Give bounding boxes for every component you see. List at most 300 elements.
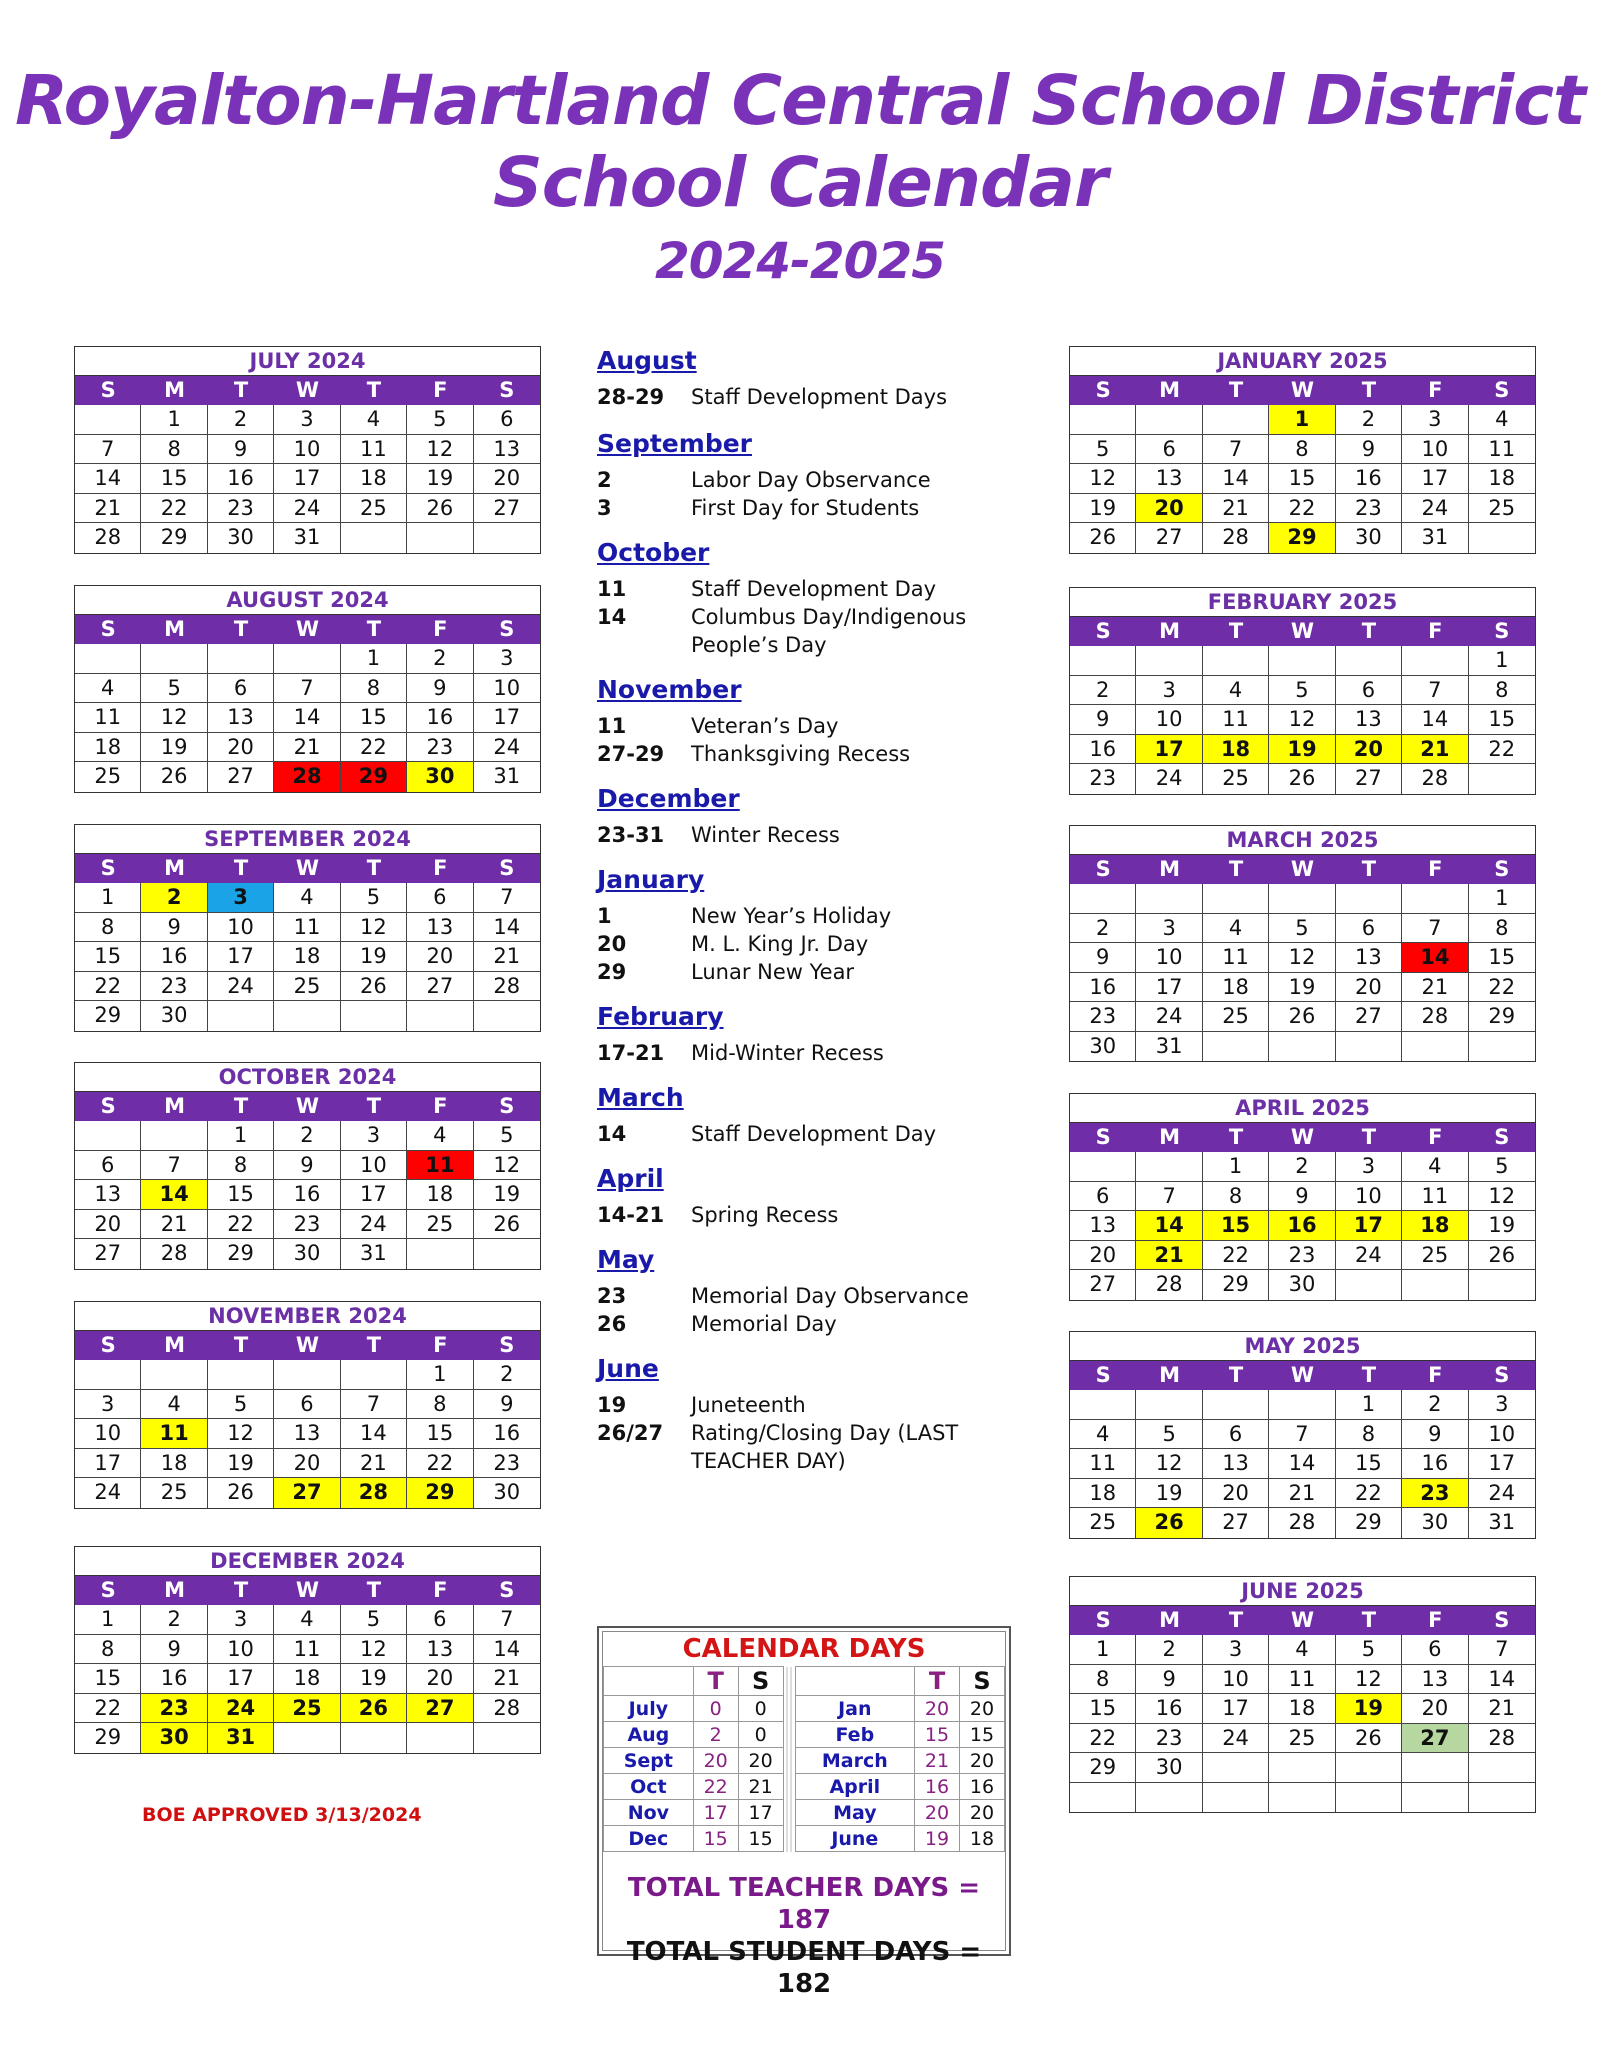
day-cell: 3 xyxy=(208,883,274,913)
day-cell: 29 xyxy=(341,762,407,792)
event-row xyxy=(597,1391,1017,1419)
day-cell: 7 xyxy=(341,1390,407,1420)
event-description: Spring Recess xyxy=(691,1203,839,1227)
day-cell: 15 xyxy=(1070,1694,1136,1724)
day-cell: 24 xyxy=(208,972,274,1002)
day-cell: 29 xyxy=(1203,1270,1269,1300)
empty-day-cell xyxy=(1070,1152,1136,1182)
day-cell: 19 xyxy=(474,1180,540,1210)
day-cell: 14 xyxy=(474,1635,540,1665)
day-cell: 4 xyxy=(341,405,407,435)
empty-day-cell xyxy=(1136,1152,1202,1182)
day-cell: 23 xyxy=(208,494,274,524)
empty-day-cell xyxy=(1136,1783,1202,1813)
event-date: 14 xyxy=(597,605,627,629)
day-cell: 21 xyxy=(1203,494,1269,524)
month-title: JUNE 2025 xyxy=(1070,1577,1535,1606)
day-cell: 1 xyxy=(1269,405,1335,435)
day-cell: 26 xyxy=(1469,1241,1535,1271)
calendar-days-row xyxy=(604,1800,1005,1826)
day-cell: 4 xyxy=(1203,914,1269,944)
day-cell: 5 xyxy=(141,674,207,704)
empty-day-cell xyxy=(1203,1390,1269,1420)
student-days: 15 xyxy=(738,1826,783,1852)
day-cell: 24 xyxy=(75,1478,141,1508)
day-cell: 21 xyxy=(474,942,540,972)
weekday-header: W xyxy=(274,1092,340,1121)
day-cell: 21 xyxy=(1136,1241,1202,1271)
weekday-header: T xyxy=(1203,376,1269,405)
student-days: 15 xyxy=(959,1722,1004,1748)
month-title: JANUARY 2025 xyxy=(1070,347,1535,376)
day-cell: 24 xyxy=(274,494,340,524)
weekday-header: M xyxy=(141,854,207,883)
calendar-days-row xyxy=(604,1748,1005,1774)
day-cell: 6 xyxy=(75,1151,141,1181)
event-date: 17-21 xyxy=(597,1041,665,1065)
event-date: 11 xyxy=(597,714,627,738)
day-cell: 1 xyxy=(208,1121,274,1151)
event-row xyxy=(597,1120,1017,1148)
day-cell: 8 xyxy=(1336,1420,1402,1450)
day-cell: 17 xyxy=(208,1664,274,1694)
month-grid xyxy=(75,854,540,1031)
calendar-days-title: CALENDAR DAYS xyxy=(682,1634,926,1664)
empty-day-cell xyxy=(1070,1390,1136,1420)
month-name: Feb xyxy=(795,1722,914,1748)
day-cell: 13 xyxy=(1203,1449,1269,1479)
empty-day-cell xyxy=(1269,1390,1335,1420)
day-cell: 31 xyxy=(1136,1032,1202,1062)
day-cell: 7 xyxy=(1402,914,1468,944)
empty-day-cell xyxy=(474,1239,540,1269)
day-cell: 8 xyxy=(75,913,141,943)
day-cell: 15 xyxy=(75,942,141,972)
day-cell: 15 xyxy=(1469,705,1535,735)
teacher-days: 20 xyxy=(915,1696,960,1722)
event-month-heading: November xyxy=(597,675,742,704)
day-cell: 22 xyxy=(208,1210,274,1240)
day-cell: 14 xyxy=(1402,943,1468,973)
weekday-header: T xyxy=(341,615,407,644)
day-cell: 5 xyxy=(1070,435,1136,465)
event-month-heading: June xyxy=(597,1354,659,1383)
day-cell: 3 xyxy=(1402,405,1468,435)
day-cell: 20 xyxy=(274,1449,340,1479)
day-cell: 27 xyxy=(1070,1270,1136,1300)
day-cell: 29 xyxy=(1269,523,1335,553)
event-description: New Year’s Holiday xyxy=(691,904,892,928)
weekday-header: M xyxy=(1136,1123,1202,1152)
student-days: 20 xyxy=(959,1800,1004,1826)
day-cell: 15 xyxy=(341,703,407,733)
empty-day-cell xyxy=(407,1001,473,1031)
day-cell: 30 xyxy=(1336,523,1402,553)
weekday-header: S xyxy=(474,1092,540,1121)
day-cell: 14 xyxy=(474,913,540,943)
day-cell: 23 xyxy=(141,972,207,1002)
day-cell: 11 xyxy=(1070,1449,1136,1479)
event-row xyxy=(597,494,1017,522)
day-cell: 6 xyxy=(474,405,540,435)
teacher-column-header: T xyxy=(915,1667,960,1696)
day-cell: 29 xyxy=(75,1723,141,1753)
teacher-days: 15 xyxy=(693,1826,738,1852)
event-row xyxy=(597,1282,1017,1310)
event-row xyxy=(597,1201,1017,1229)
document-header xyxy=(0,60,1600,294)
day-cell: 8 xyxy=(1203,1182,1269,1212)
day-cell: 29 xyxy=(208,1239,274,1269)
day-cell: 20 xyxy=(1336,973,1402,1003)
day-cell: 3 xyxy=(1203,1635,1269,1665)
calendar-days-table xyxy=(603,1666,1005,1852)
day-cell: 20 xyxy=(407,942,473,972)
weekday-header: S xyxy=(1070,617,1136,646)
day-cell: 6 xyxy=(1070,1182,1136,1212)
empty-day-cell xyxy=(341,1723,407,1753)
day-cell: 21 xyxy=(274,733,340,763)
weekday-header: M xyxy=(1136,1361,1202,1390)
day-cell: 7 xyxy=(1469,1635,1535,1665)
weekday-header: W xyxy=(274,854,340,883)
day-cell: 24 xyxy=(341,1210,407,1240)
day-cell: 13 xyxy=(1070,1211,1136,1241)
teacher-days: 17 xyxy=(693,1800,738,1826)
day-cell: 21 xyxy=(1269,1479,1335,1509)
weekday-header: F xyxy=(1402,376,1468,405)
day-cell: 31 xyxy=(208,1723,274,1753)
day-cell: 6 xyxy=(208,674,274,704)
day-cell: 8 xyxy=(208,1151,274,1181)
weekday-header: S xyxy=(75,854,141,883)
day-cell: 15 xyxy=(1269,464,1335,494)
day-cell: 10 xyxy=(1469,1420,1535,1450)
day-cell: 26 xyxy=(1269,1002,1335,1032)
event-date: 20 xyxy=(597,932,627,956)
weekday-header: M xyxy=(1136,376,1202,405)
day-cell: 22 xyxy=(1203,1241,1269,1271)
event-date: 27-29 xyxy=(597,742,665,766)
month-title: JULY 2024 xyxy=(75,347,540,376)
weekday-header: M xyxy=(141,376,207,405)
month-calendar xyxy=(1069,1331,1536,1539)
weekday-header: F xyxy=(1402,1606,1468,1635)
weekday-header: S xyxy=(75,1576,141,1605)
teacher-days: 19 xyxy=(915,1826,960,1852)
calendar-days-row xyxy=(604,1826,1005,1852)
day-cell: 7 xyxy=(1402,676,1468,706)
teacher-days: 20 xyxy=(693,1748,738,1774)
calendar-title: School Calendar xyxy=(493,143,1107,223)
day-cell: 20 xyxy=(1070,1241,1136,1271)
day-cell: 20 xyxy=(1136,494,1202,524)
day-cell: 10 xyxy=(75,1419,141,1449)
empty-day-cell xyxy=(1469,764,1535,794)
month-grid xyxy=(1070,1123,1535,1300)
event-description: Juneteenth xyxy=(691,1393,806,1417)
day-cell: 22 xyxy=(141,494,207,524)
day-cell: 8 xyxy=(1469,914,1535,944)
day-cell: 10 xyxy=(1336,1182,1402,1212)
day-cell: 2 xyxy=(1070,914,1136,944)
day-cell: 17 xyxy=(274,464,340,494)
day-cell: 26 xyxy=(208,1478,274,1508)
empty-day-cell xyxy=(1203,1032,1269,1062)
calendar-days-row xyxy=(604,1696,1005,1722)
empty-day-cell xyxy=(1269,646,1335,676)
month-calendar xyxy=(74,824,541,1032)
empty-day-cell xyxy=(75,1360,141,1390)
day-cell: 4 xyxy=(141,1390,207,1420)
day-cell: 28 xyxy=(141,1239,207,1269)
empty-day-cell xyxy=(341,1360,407,1390)
empty-day-cell xyxy=(1203,1753,1269,1783)
calendar-days-row xyxy=(604,1774,1005,1800)
month-calendar xyxy=(74,1301,541,1509)
event-date: 23 xyxy=(597,1284,627,1308)
day-cell: 3 xyxy=(1336,1152,1402,1182)
event-date: 26 xyxy=(597,1312,627,1336)
day-cell: 19 xyxy=(341,1664,407,1694)
day-cell: 26 xyxy=(1336,1724,1402,1754)
day-cell: 2 xyxy=(1070,676,1136,706)
day-cell: 22 xyxy=(1070,1724,1136,1754)
weekday-header: T xyxy=(341,376,407,405)
total-student-days: TOTAL STUDENT DAYS = 182 xyxy=(626,1937,982,1999)
weekday-header: F xyxy=(407,615,473,644)
day-cell: 18 xyxy=(1203,973,1269,1003)
day-cell: 22 xyxy=(1469,735,1535,765)
month-name: Dec xyxy=(604,1826,694,1852)
day-cell: 12 xyxy=(341,913,407,943)
empty-day-cell xyxy=(1469,523,1535,553)
day-cell: 30 xyxy=(141,1001,207,1031)
empty-day-cell xyxy=(1269,1753,1335,1783)
day-cell: 24 xyxy=(1136,1002,1202,1032)
header-blank xyxy=(795,1667,914,1696)
day-cell: 30 xyxy=(274,1239,340,1269)
day-cell: 30 xyxy=(1136,1753,1202,1783)
month-name: Jan xyxy=(795,1696,914,1722)
weekday-header: T xyxy=(341,1331,407,1360)
empty-day-cell xyxy=(1469,1753,1535,1783)
empty-day-cell xyxy=(407,1239,473,1269)
day-cell: 1 xyxy=(1203,1152,1269,1182)
day-cell: 17 xyxy=(75,1449,141,1479)
event-date: 2 xyxy=(597,468,612,492)
event-row xyxy=(597,958,1017,986)
day-cell: 2 xyxy=(1136,1635,1202,1665)
weekday-header: T xyxy=(1203,1123,1269,1152)
student-days: 16 xyxy=(959,1774,1004,1800)
student-days: 20 xyxy=(959,1748,1004,1774)
empty-day-cell xyxy=(1203,405,1269,435)
empty-day-cell xyxy=(1336,646,1402,676)
day-cell: 23 xyxy=(1070,1002,1136,1032)
empty-day-cell xyxy=(341,1001,407,1031)
day-cell: 11 xyxy=(75,703,141,733)
teacher-days: 20 xyxy=(915,1800,960,1826)
day-cell: 26 xyxy=(407,494,473,524)
empty-day-cell xyxy=(1070,646,1136,676)
day-cell: 25 xyxy=(341,494,407,524)
day-cell: 25 xyxy=(407,1210,473,1240)
day-cell: 12 xyxy=(407,435,473,465)
event-description: Mid-Winter Recess xyxy=(691,1041,884,1065)
empty-day-cell xyxy=(1136,1390,1202,1420)
day-cell: 27 xyxy=(208,762,274,792)
day-cell: 5 xyxy=(1136,1420,1202,1450)
day-cell: 2 xyxy=(141,883,207,913)
day-cell: 15 xyxy=(1203,1211,1269,1241)
day-cell: 28 xyxy=(1469,1724,1535,1754)
weekday-header: S xyxy=(474,854,540,883)
event-row xyxy=(597,466,1017,494)
day-cell: 2 xyxy=(407,644,473,674)
empty-day-cell xyxy=(208,644,274,674)
weekday-header: M xyxy=(1136,617,1202,646)
day-cell: 1 xyxy=(1070,1635,1136,1665)
weekday-header: S xyxy=(474,1331,540,1360)
day-cell: 15 xyxy=(407,1419,473,1449)
empty-day-cell xyxy=(141,1360,207,1390)
day-cell: 24 xyxy=(1336,1241,1402,1271)
day-cell: 15 xyxy=(208,1180,274,1210)
day-cell: 22 xyxy=(341,733,407,763)
event-description: Thanksgiving Recess xyxy=(691,742,911,766)
month-title: SEPTEMBER 2024 xyxy=(75,825,540,854)
day-cell: 10 xyxy=(274,435,340,465)
day-cell: 12 xyxy=(208,1419,274,1449)
day-cell: 13 xyxy=(407,913,473,943)
month-title: APRIL 2025 xyxy=(1070,1094,1535,1123)
day-cell: 3 xyxy=(208,1605,274,1635)
day-cell: 14 xyxy=(1203,464,1269,494)
day-cell: 14 xyxy=(1469,1665,1535,1695)
day-cell: 13 xyxy=(1336,943,1402,973)
day-cell: 1 xyxy=(141,405,207,435)
day-cell: 28 xyxy=(341,1478,407,1508)
weekday-header: M xyxy=(141,1092,207,1121)
event-row xyxy=(597,821,1017,849)
day-cell: 1 xyxy=(341,644,407,674)
event-row xyxy=(597,712,1017,740)
day-cell: 2 xyxy=(141,1605,207,1635)
month-name: May xyxy=(795,1800,914,1826)
day-cell: 12 xyxy=(1070,464,1136,494)
weekday-header: W xyxy=(1269,1123,1335,1152)
month-grid xyxy=(1070,1361,1535,1538)
day-cell: 25 xyxy=(274,1694,340,1724)
day-cell: 3 xyxy=(75,1390,141,1420)
weekday-header: F xyxy=(407,854,473,883)
day-cell: 4 xyxy=(1269,1635,1335,1665)
weekday-header: S xyxy=(474,1576,540,1605)
day-cell: 25 xyxy=(75,762,141,792)
empty-day-cell xyxy=(208,1360,274,1390)
day-cell: 16 xyxy=(1070,735,1136,765)
day-cell: 8 xyxy=(1469,676,1535,706)
day-cell: 11 xyxy=(141,1419,207,1449)
weekday-header: T xyxy=(1203,1361,1269,1390)
weekday-header: T xyxy=(208,1331,274,1360)
empty-day-cell xyxy=(1336,1032,1402,1062)
event-month-block xyxy=(597,865,1017,986)
event-month-heading: December xyxy=(597,784,740,813)
weekday-header: T xyxy=(1336,376,1402,405)
day-cell: 29 xyxy=(1469,1002,1535,1032)
day-cell: 27 xyxy=(274,1478,340,1508)
event-row xyxy=(597,1039,1017,1067)
day-cell: 16 xyxy=(1269,1211,1335,1241)
day-cell: 23 xyxy=(1269,1241,1335,1271)
day-cell: 20 xyxy=(208,733,274,763)
day-cell: 28 xyxy=(474,972,540,1002)
day-cell: 11 xyxy=(1402,1182,1468,1212)
day-cell: 28 xyxy=(474,1694,540,1724)
day-cell: 3 xyxy=(474,644,540,674)
day-cell: 30 xyxy=(1402,1508,1468,1538)
weekday-header: T xyxy=(208,376,274,405)
column-separator xyxy=(783,1696,795,1722)
day-cell: 4 xyxy=(1203,676,1269,706)
day-cell: 14 xyxy=(274,703,340,733)
day-cell: 26 xyxy=(1070,523,1136,553)
month-title: MARCH 2025 xyxy=(1070,826,1535,855)
day-cell: 23 xyxy=(1402,1479,1468,1509)
month-grid xyxy=(1070,617,1535,794)
day-cell: 10 xyxy=(1402,435,1468,465)
day-cell: 17 xyxy=(1402,464,1468,494)
event-month-block xyxy=(597,675,1017,768)
month-grid xyxy=(75,1331,540,1508)
day-cell: 6 xyxy=(1402,1635,1468,1665)
month-calendar xyxy=(1069,346,1536,554)
event-month-heading: October xyxy=(597,538,710,567)
day-cell: 24 xyxy=(1402,494,1468,524)
empty-day-cell xyxy=(274,1001,340,1031)
weekday-header: M xyxy=(141,1576,207,1605)
day-cell: 18 xyxy=(1269,1694,1335,1724)
month-grid xyxy=(1070,376,1535,553)
day-cell: 31 xyxy=(1488,1510,1516,1534)
column-separator xyxy=(783,1800,795,1826)
day-cell: 19 xyxy=(1070,494,1136,524)
day-cell: 11 xyxy=(1469,435,1535,465)
day-cell: 11 xyxy=(407,1151,473,1181)
empty-day-cell xyxy=(75,405,141,435)
day-cell: 5 xyxy=(474,1121,540,1151)
school-year: 2024-2025 xyxy=(654,232,946,290)
event-row xyxy=(597,383,1017,411)
event-month-block xyxy=(597,1083,1017,1148)
weekday-header: F xyxy=(407,376,473,405)
weekday-header: S xyxy=(1469,1361,1535,1390)
day-cell: 9 xyxy=(1070,705,1136,735)
empty-day-cell xyxy=(1203,646,1269,676)
event-month-block xyxy=(597,1164,1017,1229)
day-cell: 18 xyxy=(1402,1211,1468,1241)
day-cell: 11 xyxy=(274,1635,340,1665)
weekday-header: S xyxy=(75,615,141,644)
day-cell: 11 xyxy=(1203,943,1269,973)
day-cell: 9 xyxy=(1402,1420,1468,1450)
month-name: Aug xyxy=(604,1722,694,1748)
empty-day-cell xyxy=(1469,1032,1535,1062)
weekday-header: T xyxy=(1203,617,1269,646)
month-title: MAY 2025 xyxy=(1070,1332,1535,1361)
